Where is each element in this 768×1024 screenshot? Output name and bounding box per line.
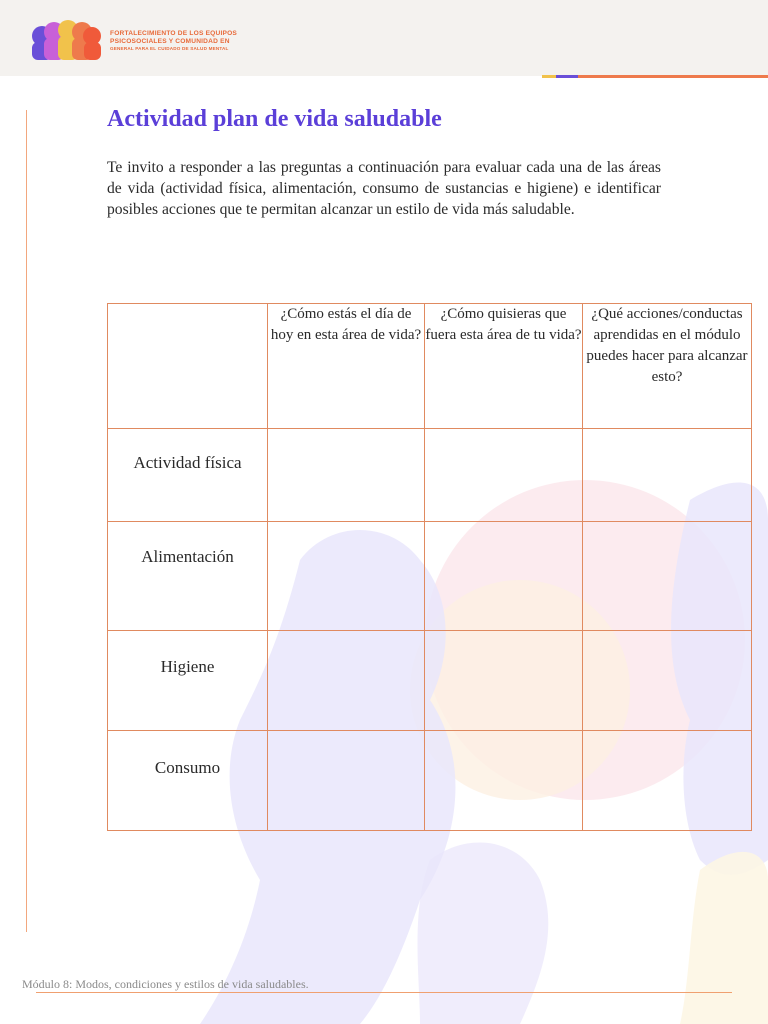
- footer-rule: [36, 992, 732, 993]
- row-label-cell: [108, 429, 268, 522]
- answer-cell[interactable]: [583, 631, 752, 731]
- activity-table: [107, 303, 752, 831]
- footer-module-label: Módulo 8: Modos, condiciones y estilos de vida saludables.: [22, 977, 309, 991]
- header-current-state: ¿Cómo estás el día de hoy en esta área de vida?: [268, 304, 425, 429]
- answer-cell[interactable]: [425, 631, 583, 731]
- logo-line-1: FORTALECIMIENTO DE LOS EQUIPOS: [110, 30, 238, 37]
- left-margin-rule: [26, 110, 27, 932]
- row-label-higiene: Higiene: [160, 656, 215, 676]
- logo-line-3: GENERAL PARA EL CUIDADO DE SALUD MENTAL: [110, 46, 229, 51]
- answer-cell[interactable]: [268, 631, 425, 731]
- table-row: [108, 631, 752, 731]
- row-label-actividad-fisica: Actividad física: [133, 453, 242, 472]
- logo-line-2: PSICOSOCIALES Y COMUNIDAD EN: [110, 38, 230, 45]
- row-label-cell: [108, 522, 268, 631]
- header-actions: ¿Qué acciones/conductas aprendidas en el módulo puedes hacer para alcanzar esto?: [583, 304, 752, 429]
- answer-cell[interactable]: [425, 522, 583, 631]
- answer-cell[interactable]: [268, 731, 425, 831]
- answer-cell[interactable]: [583, 522, 752, 631]
- table-header-row: [108, 304, 752, 429]
- row-label-cell: [108, 631, 268, 731]
- answer-cell[interactable]: [268, 522, 425, 631]
- row-label-cell: [108, 731, 268, 831]
- row-label-alimentacion: Alimentación: [141, 547, 234, 566]
- answer-cell[interactable]: [583, 429, 752, 522]
- answer-cell[interactable]: [425, 429, 583, 522]
- page-title: Actividad plan de vida saludable: [107, 106, 442, 132]
- table-row: [108, 731, 752, 831]
- table-row: [108, 429, 752, 522]
- answer-cell[interactable]: [425, 731, 583, 831]
- header-desired-state: ¿Cómo quisieras que fuera esta área de tu vida?: [425, 304, 583, 429]
- header-cell-empty: [108, 304, 268, 429]
- intro-paragraph: Te invito a responder a las preguntas a continuación para evaluar cada una de las áreas de vida (actividad física, alimentación, consumo de sustancias e higiene) e identificar posibles acciones que te permitan alcanzar un estilo de vida más saludable.: [107, 159, 661, 218]
- row-label-consumo: Consumo: [154, 757, 221, 777]
- answer-cell[interactable]: [583, 731, 752, 831]
- table-row: [108, 522, 752, 631]
- answer-cell[interactable]: [268, 429, 425, 522]
